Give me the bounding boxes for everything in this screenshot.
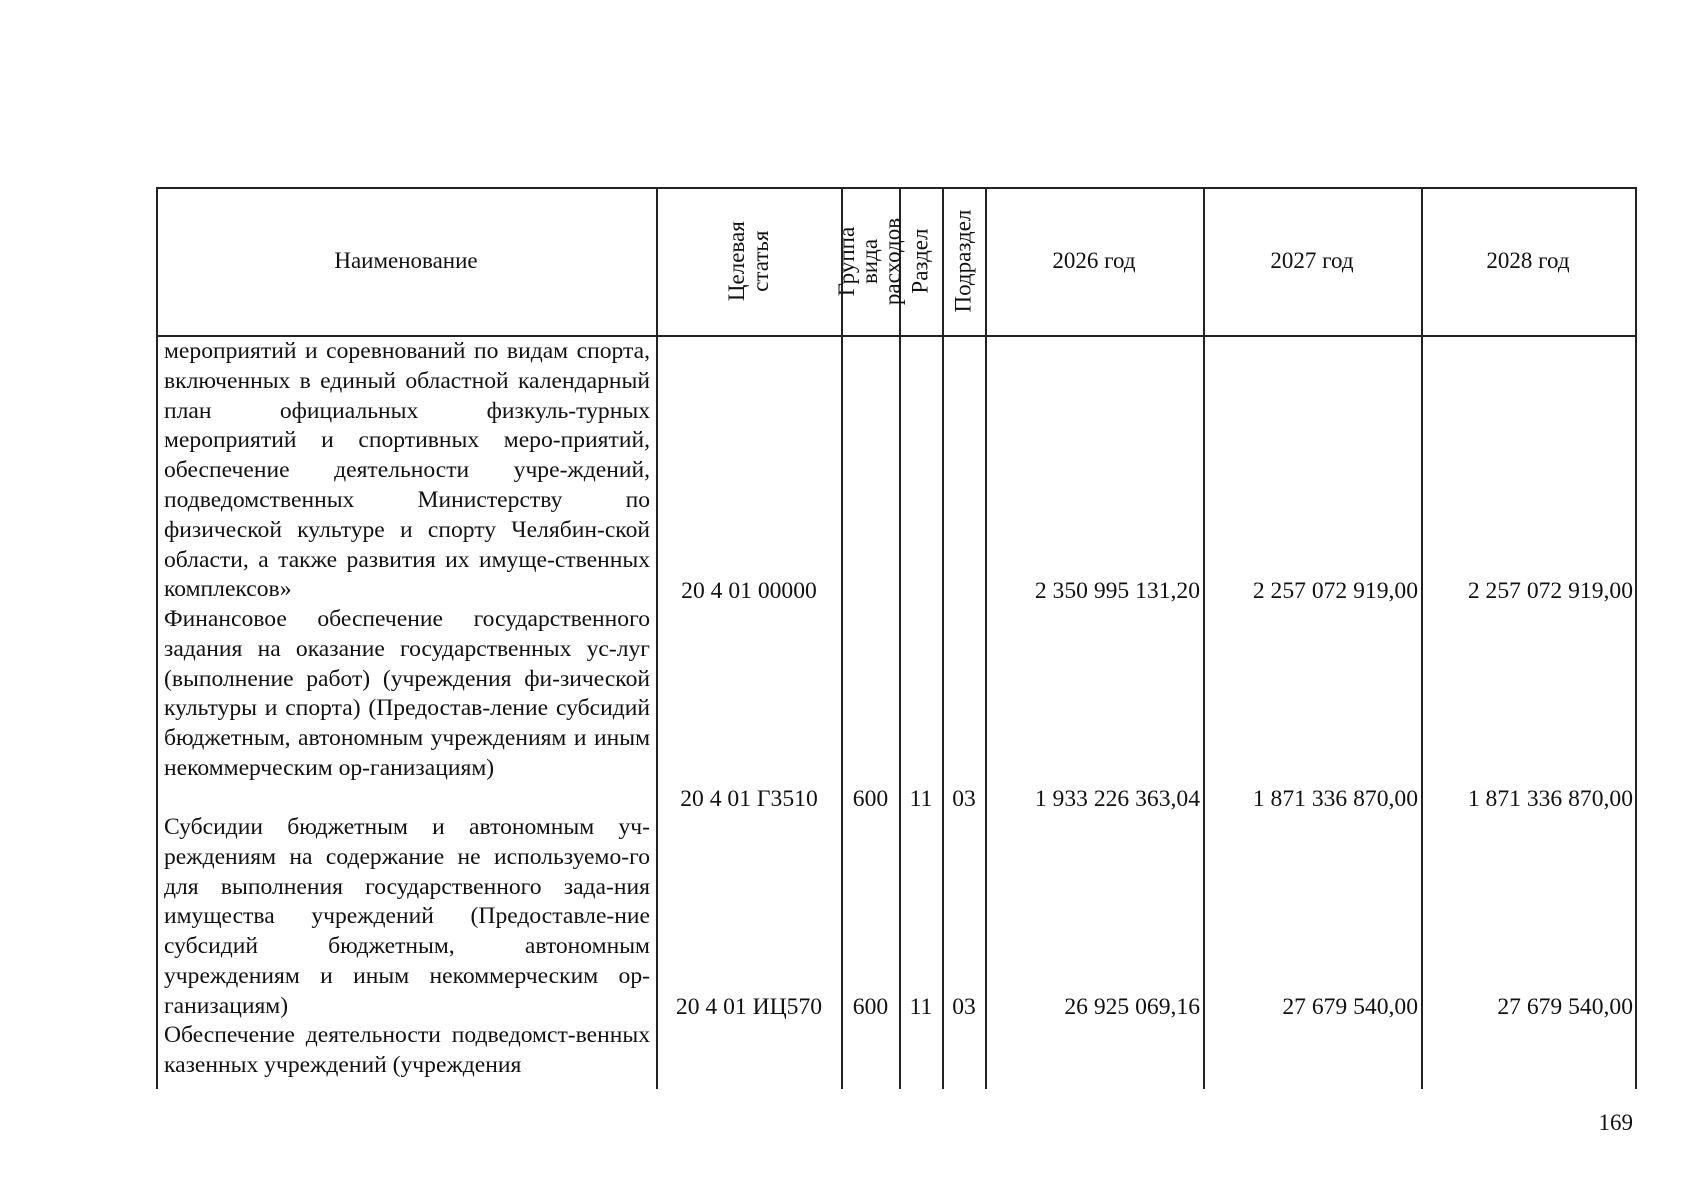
header-2026: 2026 год — [1052, 247, 1136, 273]
row-2-group: 600 — [852, 786, 889, 812]
col-border-8 — [1635, 187, 1637, 1089]
row-2-2027: 1 871 336 870,00 — [1252, 786, 1418, 812]
row-3-2026: 26 925 069,16 — [1064, 994, 1200, 1020]
budget-table — [156, 187, 1636, 1089]
row-1-2027: 2 257 072 919,00 — [1252, 578, 1418, 604]
row-name-1: мероприятий и соревнований по видам спорта, включенных в единый областной календарный план официальных физкуль-турных мероприятий и спортивных меро-приятий, обеспечение деятельности учре-ждений, подведомственных Министерству по физической культуре и спорту Челябин-ской области, а также развития их имуще-ственных комплексов» — [164, 338, 650, 603]
header-target-article: Целевая статья — [723, 221, 773, 301]
row-2-subsection: 03 — [952, 786, 976, 812]
row-3-article: 20 4 01 ИЦ570 — [675, 994, 823, 1020]
name-column — [164, 337, 650, 1081]
header-2027: 2027 год — [1270, 247, 1354, 273]
row-1-article: 20 4 01 00000 — [681, 578, 817, 604]
row-1-2028: 2 257 072 919,00 — [1467, 578, 1633, 604]
row-name-2: Финансовое обеспечение государственного задания на оказание государственных ус-луг (выполнение работ) (учреждения фи-зической культуры и спорта) (Предостав-ление субсидий бюджетным, автономным учреждениям и иным некоммерческим ор-ганизациям) — [164, 606, 650, 781]
row-3-section: 11 — [909, 994, 933, 1020]
row-3-2027: 27 679 540,00 — [1282, 994, 1418, 1020]
row-1-2026: 2 350 995 131,20 — [1034, 578, 1200, 604]
header-section: Раздел — [907, 228, 933, 294]
row-2-section: 11 — [909, 786, 933, 812]
header-expense-group: Группа вида расходов — [834, 217, 906, 305]
row-3-subsection: 03 — [952, 994, 976, 1020]
row-name-4: Обеспечение деятельности подведомст-венных казенных учреждений (учреждения — [164, 1022, 650, 1078]
header-subsection: Подраздел — [950, 209, 976, 313]
row-2-2026: 1 933 226 363,04 — [1034, 786, 1200, 812]
row-3-group: 600 — [852, 994, 889, 1020]
header-name: Наименование — [334, 247, 478, 273]
page-number: 169 — [1598, 1110, 1633, 1135]
row-name-3: Субсидии бюджетным и автономным уч-реждениям на содержание не используемо-го для выполнения государственного зада-ния имущества учреждений (Предоставле-ние субсидий бюджетным, автономным учреждениям и иным некоммерческим ор-ганизациям) — [164, 814, 650, 1019]
row-2-2028: 1 871 336 870,00 — [1467, 786, 1633, 812]
row-3-2028: 27 679 540,00 — [1497, 994, 1633, 1020]
header-2028: 2028 год — [1486, 247, 1570, 273]
row-2-article: 20 4 01 Г3510 — [680, 786, 818, 812]
